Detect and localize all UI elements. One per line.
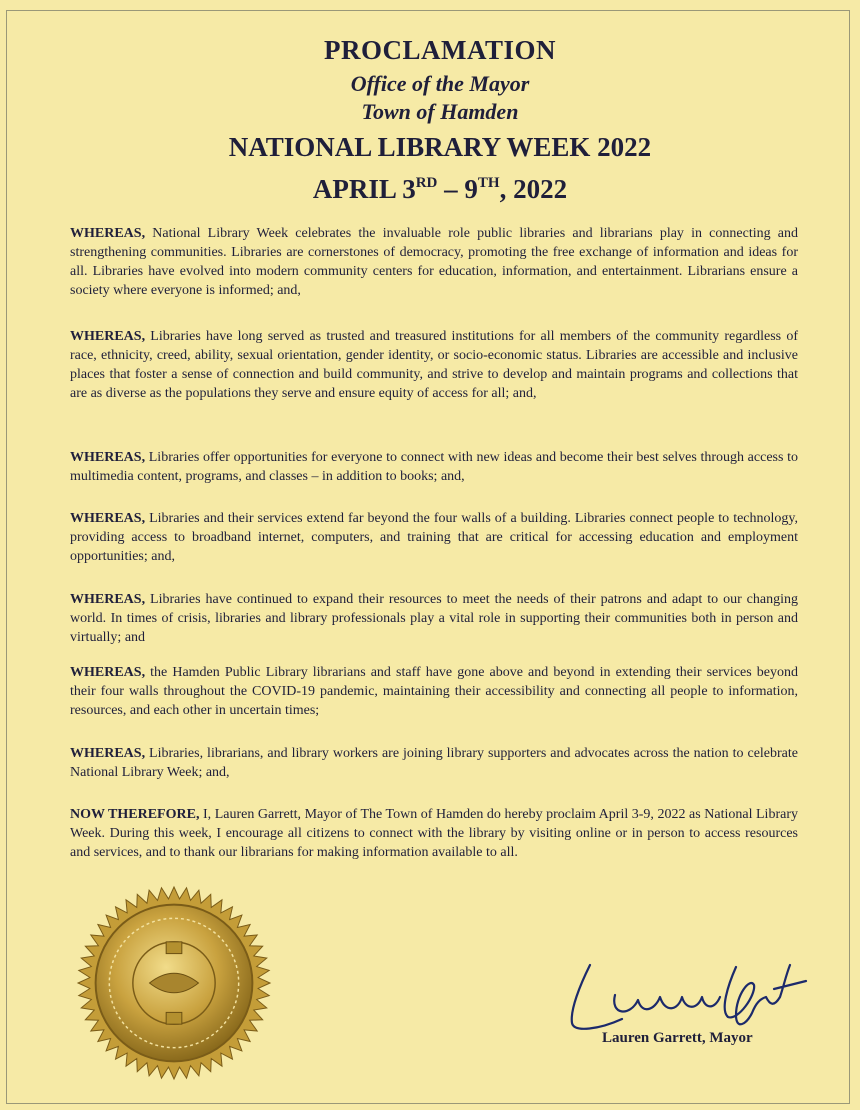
- dates-separator: –: [437, 174, 465, 204]
- paragraph-text: Libraries and their services extend far beyond the four walls of a building. Libraries connect people to technology, providing access to broadband internet, computers, and training that are critical for accessing education and employment opportunities; and,: [70, 511, 798, 564]
- whereas-paragraph-7: [70, 744, 798, 782]
- paragraph-text: National Library Week celebrates the invaluable role public libraries and librarians play in connecting and strengthening communities. Libraries are cornerstones of democracy, promoting the free exchange of information and ideas for all. Libraries have evolved into modern community centers for education, information, and entertainment. Librarians ensure a society where everyone is informed; and,: [70, 226, 798, 298]
- dates-end-suffix: TH: [477, 175, 500, 191]
- dates-year: , 2022: [499, 174, 568, 204]
- paragraph-lead: WHEREAS,: [70, 746, 146, 761]
- whereas-paragraph-1: [70, 224, 798, 300]
- now-therefore-paragraph: [70, 805, 798, 862]
- paragraph-text: Libraries have long served as trusted and treasured institutions for all members of the community regardless of race, ethnicity, creed, ability, sexual orientation, gender identity, or socio-economic status. Libraries are accessible and inclusive places that foster a sense of connection and build community, and strive to develop and maintain programs and collections that are as diverse as the populations they serve and ensure equity of access for all; and,: [70, 329, 798, 401]
- paragraph-text: Libraries, librarians, and library workers are joining library supporters and advocates across the nation to celebrate National Library Week; and,: [70, 746, 798, 780]
- dates-start: APRIL 3: [312, 174, 416, 204]
- week-title: NATIONAL LIBRARY WEEK 2022: [228, 132, 652, 162]
- whereas-paragraph-3: [70, 448, 798, 486]
- paragraph-lead: WHEREAS,: [70, 226, 146, 241]
- gold-seal-icon: [76, 885, 272, 1081]
- office-subtitle: Office of the Mayor: [350, 71, 530, 96]
- mayor-signature: [560, 955, 810, 1040]
- paragraph-lead: WHEREAS,: [70, 665, 146, 680]
- dates-start-suffix: RD: [415, 175, 438, 191]
- proclamation-title: PROCLAMATION: [324, 35, 556, 65]
- whereas-paragraph-2: [70, 327, 798, 403]
- town-subtitle: Town of Hamden: [361, 99, 519, 124]
- paragraph-text: Libraries offer opportunities for everyone to connect with new ideas and become their best selves through access to multimedia content, programs, and classes – in addition to books; and,: [70, 450, 798, 484]
- paragraph-text: I, Lauren Garrett, Mayor of The Town of Hamden do hereby proclaim April 3-9, 2022 as National Library Week. During this week, I encourage all citizens to connect with the library by visiting online or in person to access resources and services, and to thank our librarians for making information available to all.: [70, 807, 798, 860]
- signature-name-line: Lauren Garrett, Mayor: [602, 1030, 753, 1046]
- paragraph-text: Libraries have continued to expand their resources to meet the needs of their patrons and adapt to our changing world. In times of crisis, libraries and library professionals play a vital role in supporting their communities both in person and virtually; and: [70, 592, 798, 645]
- proclamation-header: [0, 30, 860, 207]
- paragraph-text: the Hamden Public Library librarians and staff have gone above and beyond in extending their services beyond their four walls throughout the COVID-19 pandemic, maintaining their accessibility and connecting all people to information, resources, and each other in uncertain times;: [70, 665, 798, 718]
- whereas-paragraph-5: [70, 590, 798, 647]
- dates-end: 9: [464, 174, 478, 204]
- paragraph-lead: WHEREAS,: [70, 450, 146, 465]
- paragraph-lead: WHEREAS,: [70, 511, 146, 526]
- week-dates: [20, 165, 860, 207]
- whereas-paragraph-4: [70, 509, 798, 566]
- paragraph-lead: WHEREAS,: [70, 592, 146, 607]
- paragraph-lead: WHEREAS,: [70, 329, 146, 344]
- paragraph-lead: NOW THEREFORE,: [70, 807, 200, 822]
- whereas-paragraph-6: [70, 663, 798, 720]
